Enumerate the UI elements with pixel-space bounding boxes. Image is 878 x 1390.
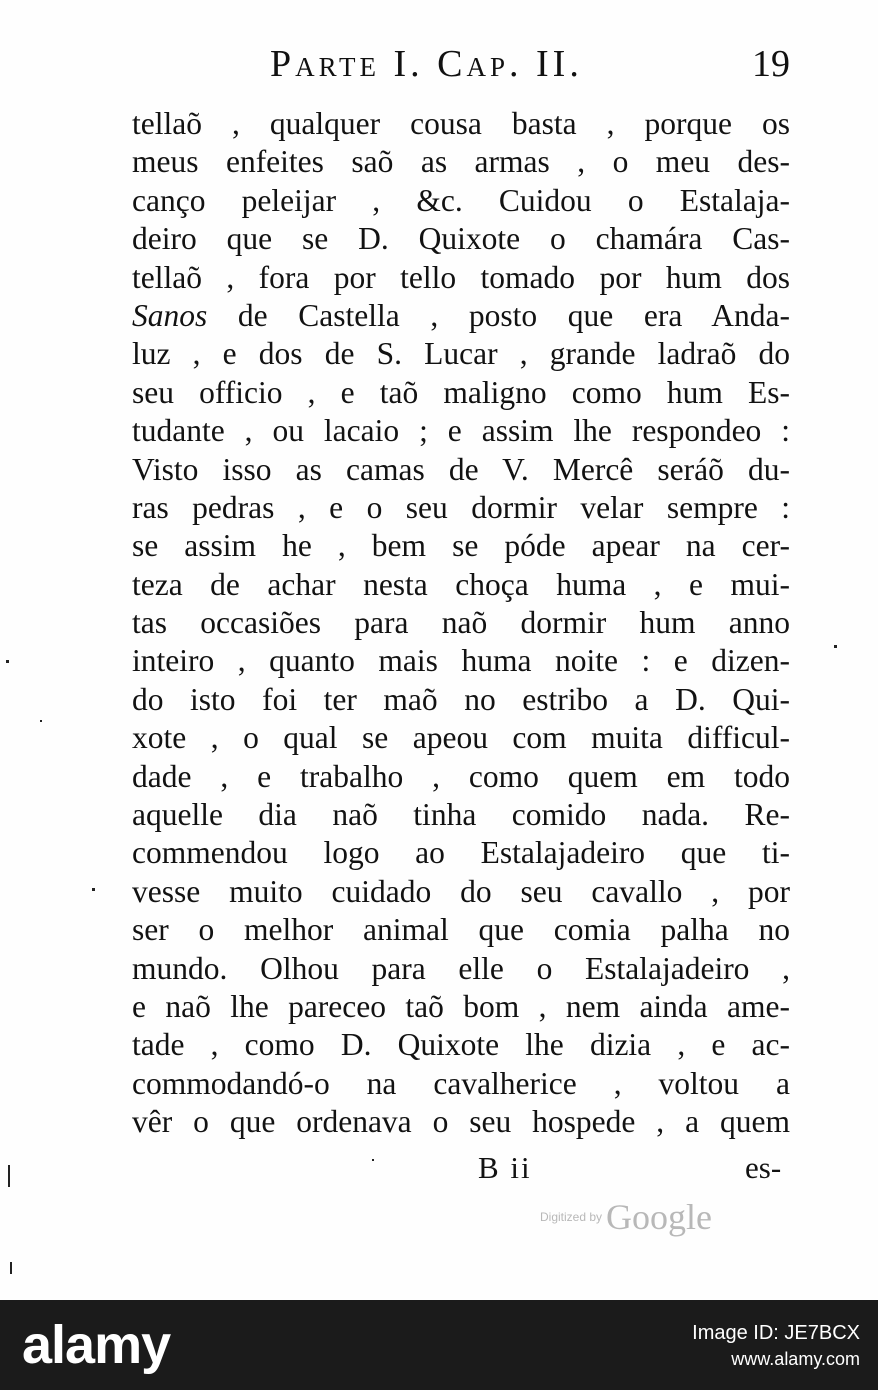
text-line: seu officio , e taõ maligno como hum Es- — [132, 374, 790, 410]
catchword: es- — [745, 1150, 782, 1185]
page-number: 19 — [752, 43, 790, 85]
running-title: Parte I. Cap. II. — [270, 43, 583, 85]
alamy-logo: alamy — [22, 1315, 171, 1375]
text-line: canço peleijar , &c. Cuidou o Estalaja- — [132, 182, 790, 218]
text-line-rest: de Castella , posto que era Anda- — [237, 297, 790, 333]
body-text — [132, 105, 790, 1142]
text-line: tudante , ou lacaio ; e assim lhe respondeo : — [132, 413, 790, 449]
scan-speck — [834, 645, 837, 648]
footer-meta — [692, 1322, 860, 1370]
text-line: se assim he , bem se póde apear na cer- — [132, 528, 790, 564]
text-line: vêr o que ordenava o seu hospede , a quem — [132, 1104, 790, 1140]
text-line: commodandó-o na cavalherice , voltou a — [132, 1065, 790, 1101]
scan-speck — [92, 888, 95, 891]
scan-speck — [40, 720, 42, 722]
scan-speck — [8, 1165, 10, 1187]
scan-speck — [10, 1262, 12, 1274]
text-line: ser o melhor animal que comia palha no — [132, 912, 790, 948]
text-line: tas occasiões para naõ dormir hum anno — [132, 605, 790, 641]
text-line: dade , e trabalho , como quem em todo — [132, 758, 790, 794]
text-line: teza de achar nesta choça huma , e mui- — [132, 566, 790, 602]
text-line: Visto isso as camas de V. Mercê seráõ du- — [132, 451, 790, 487]
running-head — [270, 42, 790, 92]
text-line: xote , o qual se apeou com muita difficul- — [132, 720, 790, 756]
text-line: tellaõ , fora por tello tomado por hum dos — [132, 259, 790, 295]
digitized-label: Digitized by — [540, 1210, 603, 1224]
signature-mark: B ii — [478, 1150, 532, 1185]
text-line: e naõ lhe pareceo taõ bom , nem ainda ame- — [132, 988, 790, 1024]
image-id: Image ID: JE7BCX — [692, 1322, 860, 1344]
text-line: deiro que se D. Quixote o chamára Cas- — [132, 221, 790, 257]
text-line: inteiro , quanto mais huma noite : e dizen- — [132, 643, 790, 679]
scan-speck — [372, 1159, 374, 1161]
text-line: aquelle dia naõ tinha comido nada. Re- — [132, 797, 790, 833]
text-line: tellaõ , qualquer cousa basta , porque os — [132, 106, 790, 141]
text-line: tade , como D. Quixote lhe dizia , e ac- — [132, 1027, 790, 1063]
stock-footer — [0, 1300, 878, 1390]
italic-word: Sanos — [132, 297, 208, 333]
text-line: do isto foi ter maõ no estribo a D. Qui- — [132, 681, 790, 717]
text-line: ras pedras , e o seu dormir velar sempre : — [132, 489, 790, 525]
google-wordmark: Google — [606, 1197, 713, 1237]
scan-speck — [6, 660, 9, 663]
text-line: meus enfeites saõ as armas , o meu des- — [132, 144, 790, 180]
digitized-watermark — [540, 1196, 712, 1238]
text-line — [132, 297, 790, 335]
text-line: mundo. Olhou para elle o Estalajadeiro , — [132, 950, 790, 986]
text-line: vesse muito cuidado do seu cavallo , por — [132, 873, 790, 909]
text-line: luz , e dos de S. Lucar , grande ladraõ do — [132, 336, 790, 372]
text-line: commendou logo ao Estalajadeiro que ti- — [132, 835, 790, 871]
site-url: www.alamy.com — [731, 1349, 860, 1369]
